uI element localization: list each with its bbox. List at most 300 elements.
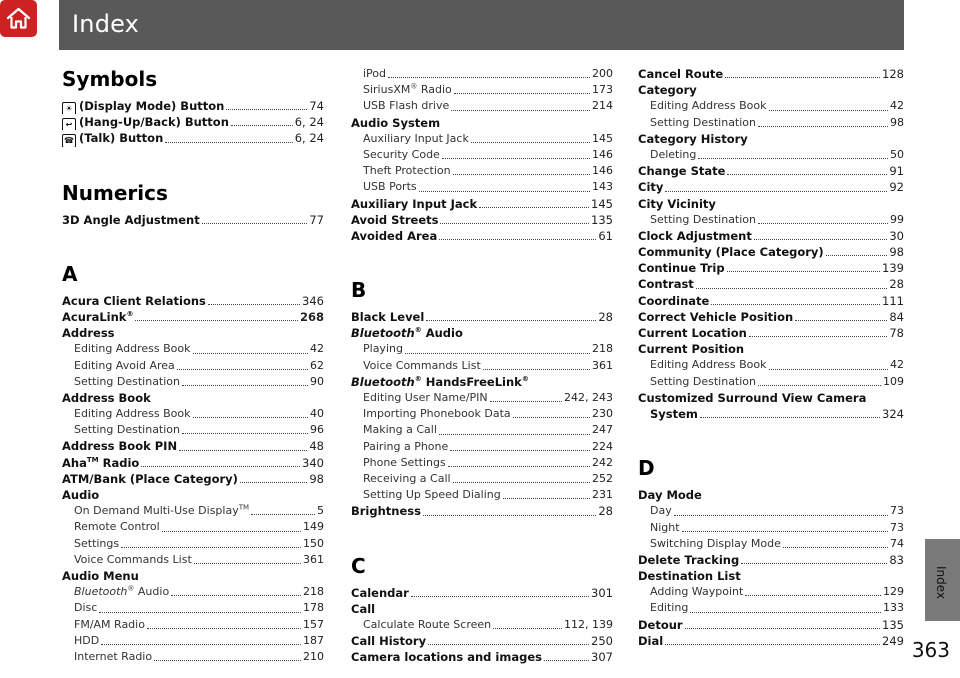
home-icon [6, 6, 31, 31]
index-subentry-on-demand-multi-use-display[interactable] [62, 503, 324, 519]
index-entry-correct-vehicle-position[interactable] [638, 309, 904, 325]
entry-label [650, 600, 688, 616]
dot-leader [448, 465, 590, 467]
entry-label [650, 357, 767, 373]
index-subentry-setting-destination[interactable] [638, 115, 904, 131]
index-entry-city-vicinity[interactable] [638, 196, 904, 212]
entry-label-text: Editing User Name/PIN [363, 391, 488, 404]
entry-label [650, 536, 781, 552]
page-reference[interactable]: 346 [302, 293, 324, 308]
section-gap [62, 147, 324, 180]
dot-leader [179, 449, 307, 451]
index-subentry-security-code[interactable] [351, 147, 613, 163]
page-reference[interactable]: 98 [309, 471, 324, 486]
entry-label-text: Avoid Streets [351, 212, 439, 227]
index-subentry-siriusxm-radio[interactable] [351, 82, 613, 98]
entry-label-text: Bluetooth [74, 585, 128, 599]
entry-label-text: Calculate Route Screen [363, 617, 492, 631]
entry-label [74, 519, 160, 535]
index-entry-black-level[interactable] [351, 309, 613, 325]
index-subentry-internet-radio[interactable] [62, 649, 324, 665]
index-subentry-auxiliary-input-jack[interactable] [351, 131, 613, 147]
page-reference[interactable]: 178 [303, 601, 324, 615]
index-entry-call-history[interactable] [351, 633, 613, 649]
index-subentry-pairing-a-phone[interactable] [351, 439, 613, 455]
entry-label-suffix: Audio [421, 326, 463, 341]
entry-label-text: Setting Destination [650, 212, 757, 226]
index-column-2 [351, 66, 613, 665]
entry-label [638, 568, 741, 584]
entry-label-text: Audio Menu [62, 568, 139, 583]
dot-leader [440, 222, 589, 224]
entry-label-text: 3D Angle Adjustment [62, 212, 200, 227]
index-subentry-setting-destination[interactable] [62, 422, 324, 438]
dot-leader [490, 400, 562, 402]
entry-label [351, 228, 437, 244]
entry-label-text: Making a Call [363, 423, 437, 437]
entry-label [638, 244, 824, 260]
entry-label [74, 617, 145, 633]
side-tab-label: Index [934, 566, 948, 600]
page-reference[interactable]: 74 [890, 536, 904, 550]
index-subentry-switching-display-mode[interactable] [638, 536, 904, 552]
dot-leader [101, 643, 301, 645]
page-reference[interactable]: 90 [310, 374, 324, 388]
index-entry-bluetooth-audio[interactable] [351, 325, 613, 341]
dot-leader [746, 352, 902, 353]
index-entry-destination-list[interactable] [638, 568, 904, 584]
section-heading-numerics: Numerics [62, 180, 168, 205]
index-entry-talk-button[interactable] [62, 130, 324, 146]
page-reference[interactable]: 74 [309, 99, 324, 113]
entry-label [363, 471, 451, 487]
index-entry-change-state[interactable] [638, 163, 904, 179]
page-reference[interactable]: 242, 243 [564, 391, 613, 404]
entry-label-text: Avoided Area [351, 228, 438, 243]
index-entry-avoided-area[interactable] [351, 228, 613, 244]
entry-label [74, 633, 99, 649]
entry-label-text: Current Location [638, 326, 747, 340]
entry-label-text: Deleting [650, 147, 697, 161]
entry-label [74, 600, 97, 616]
page-reference[interactable]: 78 [889, 326, 904, 340]
index-subentry-editing-avoid-area[interactable] [62, 358, 324, 374]
index-subentry-editing[interactable] [638, 600, 904, 616]
entry-label-text: Coordinate [638, 293, 710, 308]
page-reference[interactable]: 250 [591, 634, 613, 649]
page-title: Index [72, 10, 140, 38]
entry-label-text: Setting Destination [650, 115, 757, 129]
page-reference[interactable]: 112, 139 [564, 617, 613, 631]
dot-leader [177, 368, 308, 370]
entry-label-text: Phone Settings [363, 455, 446, 469]
entry-label-text: Importing Phonebook Data [363, 407, 511, 421]
index-entry-system[interactable] [638, 406, 904, 422]
index-entry-avoid-streets[interactable] [351, 212, 613, 228]
page-reference[interactable]: 145 [591, 196, 613, 211]
index-entry-dial[interactable] [638, 633, 904, 649]
dot-leader [411, 595, 589, 597]
page-reference[interactable]: 340 [302, 455, 324, 470]
dot-leader [419, 190, 590, 192]
entry-label [363, 66, 386, 82]
entry-label-text: Address Book [62, 390, 151, 405]
page-reference[interactable]: 150 [303, 536, 324, 550]
index-entry-address-book-pin[interactable] [62, 438, 324, 454]
page-reference[interactable]: 42 [310, 342, 324, 356]
entry-label [638, 131, 748, 147]
index-entry-aha-radio[interactable] [62, 455, 324, 471]
page-reference[interactable]: 91 [889, 164, 904, 179]
index-entry-camera-locations-and-images[interactable] [351, 649, 613, 665]
page-reference[interactable]: 231 [592, 488, 613, 502]
index-subentry-calculate-route-screen[interactable] [351, 617, 613, 633]
page-reference[interactable]: 128 [882, 67, 904, 81]
page-reference[interactable]: 361 [592, 358, 613, 372]
page-number: 363 [911, 638, 950, 662]
page-reference[interactable]: 133 [883, 601, 904, 615]
page-reference[interactable]: 96 [310, 423, 324, 437]
index-entry-category-history[interactable] [638, 131, 904, 147]
entry-label [363, 390, 488, 406]
talk-icon: ☎ [62, 134, 76, 146]
entry-label [62, 130, 163, 146]
index-entry-3d-angle-adjustment[interactable] [62, 212, 324, 228]
entry-label [650, 115, 756, 131]
index-entry-bluetooth-handsfreelink[interactable] [351, 374, 613, 390]
page-reference[interactable]: 42 [890, 99, 904, 113]
dot-leader [208, 303, 300, 305]
index-entry-address-book[interactable] [62, 390, 324, 406]
index-entry-calendar[interactable] [351, 585, 613, 601]
index-entry-category[interactable] [638, 82, 904, 98]
page-reference[interactable]: 361 [303, 552, 324, 566]
index-entry-acura-client-relations[interactable] [62, 293, 324, 309]
index-subentry-deleting[interactable] [638, 147, 904, 163]
entry-label [650, 98, 767, 114]
entry-label-text: System [650, 406, 698, 421]
index-subentry-setting-up-speed-dialing[interactable] [351, 487, 613, 503]
dot-leader [251, 513, 315, 515]
dot-leader [868, 401, 902, 402]
entry-label-text: Current Position [638, 342, 745, 357]
page-reference[interactable]: 28 [598, 504, 613, 519]
page-reference[interactable]: 139 [882, 261, 904, 276]
page-reference[interactable]: 73 [890, 504, 904, 518]
index-subentry-usb-ports[interactable] [351, 179, 613, 195]
entry-label [638, 390, 866, 406]
page-reference[interactable]: 230 [592, 407, 613, 421]
index-subentry-phone-settings[interactable] [351, 455, 613, 471]
dot-leader [513, 416, 590, 418]
entry-label [363, 455, 446, 471]
index-entry-detour[interactable] [638, 617, 904, 633]
page-reference[interactable]: 40 [310, 407, 324, 421]
page-reference[interactable]: 224 [592, 439, 613, 453]
index-subentry-theft-protection[interactable] [351, 163, 613, 179]
display-mode-icon: ☀ [62, 102, 76, 114]
entry-label-text: USB Ports [363, 180, 417, 194]
entry-label-text: Brightness [351, 504, 421, 519]
entry-label-text: City Vicinity [638, 196, 716, 211]
page-reference[interactable]: 149 [303, 520, 324, 534]
page-reference[interactable]: 77 [309, 212, 324, 227]
entry-label [62, 212, 200, 228]
dot-leader [769, 109, 889, 111]
page-header [59, 0, 904, 50]
entry-label [638, 260, 725, 276]
entry-label-text: Correct Vehicle Position [638, 309, 794, 324]
index-entry-continue-trip[interactable] [638, 260, 904, 276]
page-reference[interactable]: 301 [591, 585, 613, 600]
index-entry-contrast[interactable] [638, 276, 904, 292]
page-reference[interactable]: 218 [592, 342, 613, 356]
page-reference[interactable]: 111 [882, 293, 904, 308]
page-reference[interactable]: 98 [890, 115, 904, 129]
page-reference[interactable]: 30 [889, 228, 904, 243]
page-reference[interactable]: 84 [889, 309, 904, 324]
entry-label-text: Address [62, 326, 115, 341]
entry-label-text: Theft Protection [363, 164, 451, 178]
dot-leader [743, 579, 902, 580]
entry-label-text: Adding Waypoint [650, 585, 744, 599]
index-entry-community-place-category[interactable] [638, 244, 904, 260]
index-entry-hang-up-back-button[interactable] [62, 114, 324, 130]
dot-leader [154, 659, 301, 661]
entry-label-text: Settings [74, 536, 120, 550]
page-reference[interactable]: 143 [592, 180, 613, 194]
index-entry-brightness[interactable] [351, 503, 613, 519]
index-entry-call[interactable] [351, 601, 613, 617]
entry-label-text: (Talk) Button [79, 131, 164, 146]
dot-leader [685, 627, 880, 629]
index-subentry-editing-address-book[interactable] [638, 98, 904, 114]
dot-leader [451, 109, 590, 111]
index-subentry-usb-flash-drive[interactable] [351, 98, 613, 114]
index-subentry-setting-destination[interactable] [638, 374, 904, 390]
index-subentry-disc[interactable] [62, 600, 324, 616]
index-entry-display-mode-button[interactable] [62, 98, 324, 114]
index-subentry-adding-waypoint[interactable] [638, 584, 904, 600]
index-entry-audio-system[interactable] [351, 115, 613, 131]
entry-label [638, 633, 663, 649]
index-entry-customized-surround-view-camera[interactable] [638, 390, 904, 406]
index-entry-address[interactable] [62, 325, 324, 341]
entry-label-text: iPod [363, 67, 387, 80]
page-reference[interactable]: 129 [883, 585, 904, 599]
page-reference[interactable]: 6, 24 [294, 131, 324, 146]
index-entry-atm-bank-place-category[interactable] [62, 471, 324, 487]
page-reference[interactable]: 42 [890, 358, 904, 372]
dot-leader [141, 465, 300, 467]
entry-label [74, 536, 119, 552]
dot-leader [741, 562, 887, 564]
page-reference[interactable]: 210 [303, 649, 324, 663]
entry-label [351, 374, 529, 390]
index-subentry-playing[interactable] [351, 341, 613, 357]
page-reference[interactable]: 135 [882, 617, 904, 632]
index-subentry-bluetooth-audio[interactable] [62, 584, 324, 600]
page-reference[interactable]: 50 [890, 147, 904, 161]
index-subentry-ipod[interactable] [351, 66, 613, 82]
page-reference[interactable]: 5 [317, 504, 324, 518]
entry-label-text: Remote Control [74, 520, 160, 534]
entry-label-suffix: HandsFreeLink [421, 374, 522, 389]
dot-leader [426, 319, 596, 321]
index-entry-coordinate[interactable] [638, 293, 904, 309]
entry-label-suffix: Audio [134, 585, 170, 599]
page-reference[interactable]: 218 [303, 585, 324, 599]
entry-label-superscript: ® [126, 310, 134, 319]
index-entry-audio-menu[interactable] [62, 568, 324, 584]
index-subentry-editing-user-name-pin[interactable] [351, 390, 613, 406]
index-entry-current-position[interactable] [638, 341, 904, 357]
page-reference[interactable]: 307 [591, 650, 613, 665]
dot-leader [471, 141, 590, 143]
dot-leader [121, 546, 301, 548]
index-entry-audio[interactable] [62, 487, 324, 503]
page-reference[interactable]: 28 [598, 310, 613, 325]
page-reference[interactable]: 268 [299, 309, 324, 324]
index-subentry-editing-address-book[interactable] [62, 406, 324, 422]
section-heading-symbols: Symbols [62, 67, 158, 91]
page-reference[interactable]: 109 [883, 374, 904, 388]
dot-leader [531, 385, 611, 386]
index-entry-current-location[interactable] [638, 325, 904, 341]
dot-leader [165, 141, 292, 143]
entry-label [62, 293, 206, 309]
index-entry-day-mode[interactable] [638, 487, 904, 503]
page-reference[interactable]: 146 [592, 147, 613, 161]
index-subentry-setting-destination[interactable] [638, 212, 904, 228]
page-reference[interactable]: 145 [592, 131, 613, 145]
page-reference[interactable]: 242 [592, 455, 613, 469]
page-reference[interactable]: 252 [592, 471, 613, 485]
entry-label-superscript: ® [414, 374, 422, 383]
page-reference[interactable]: 324 [882, 406, 904, 421]
entry-label [351, 585, 409, 601]
dot-leader [826, 254, 888, 256]
entry-label-text: Dial [638, 633, 664, 648]
entry-label [650, 584, 743, 600]
dot-leader [141, 579, 322, 580]
entry-label-text: Day Mode [638, 488, 702, 503]
section-gap [351, 520, 613, 553]
index-entry-acuralink[interactable] [62, 309, 324, 325]
index-subentry-making-a-call[interactable] [351, 422, 613, 438]
entry-label [650, 406, 698, 422]
dot-leader [153, 401, 322, 402]
page-reference[interactable]: 146 [592, 164, 613, 178]
entry-label [74, 503, 249, 519]
entry-label [62, 438, 177, 454]
index-entry-cancel-route[interactable] [638, 66, 904, 82]
entry-label-superscript: TM [238, 503, 250, 512]
page-reference[interactable]: 247 [592, 423, 613, 437]
index-entry-city[interactable] [638, 179, 904, 195]
index-subentry-settings[interactable] [62, 536, 324, 552]
index-entry-delete-tracking[interactable] [638, 552, 904, 568]
page-reference[interactable]: 99 [890, 212, 904, 226]
entry-label [62, 455, 139, 471]
index-subentry-receiving-a-call[interactable] [351, 471, 613, 487]
page-reference[interactable]: 98 [889, 245, 904, 260]
index-subentry-remote-control[interactable] [62, 519, 324, 535]
entry-label-suffix: Radio [417, 83, 452, 97]
index-subentry-editing-address-book[interactable] [638, 357, 904, 373]
index-subentry-fm-am-radio[interactable] [62, 617, 324, 633]
page-reference[interactable]: 48 [309, 439, 324, 454]
page-reference[interactable]: 173 [592, 83, 613, 97]
dot-leader [193, 352, 309, 354]
index-entry-clock-adjustment[interactable] [638, 228, 904, 244]
index-subentry-day[interactable] [638, 503, 904, 519]
entry-label [363, 341, 403, 357]
entry-label [74, 406, 191, 422]
dot-leader [727, 173, 887, 175]
dot-leader [423, 514, 596, 516]
page-reference[interactable]: 135 [591, 212, 613, 227]
entry-label [638, 552, 739, 568]
entry-label-text: Voice Commands List [74, 552, 192, 566]
entry-label [351, 325, 463, 341]
dot-leader [758, 222, 888, 224]
entry-label-text: Address Book PIN [62, 439, 178, 454]
dot-leader [727, 270, 880, 272]
page-reference[interactable]: 61 [598, 228, 613, 243]
dot-leader [182, 384, 308, 386]
page-reference[interactable]: 249 [882, 633, 904, 648]
index-subentry-voice-commands-list[interactable] [62, 552, 324, 568]
entry-label [62, 390, 151, 406]
page-reference[interactable]: 214 [592, 99, 613, 113]
page-reference[interactable]: 92 [889, 180, 904, 195]
section-gap [351, 244, 613, 277]
index-subentry-importing-phonebook-data[interactable] [351, 406, 613, 422]
entry-label [62, 325, 115, 341]
page-reference[interactable]: 157 [303, 617, 324, 631]
entry-label [363, 82, 452, 98]
entry-label [74, 374, 180, 390]
page-reference[interactable]: 200 [592, 67, 613, 80]
entry-label [62, 114, 229, 130]
page-reference[interactable]: 83 [889, 552, 904, 567]
entry-label-text: Setting Destination [74, 374, 181, 388]
entry-label [638, 179, 663, 195]
index-subentry-hdd[interactable] [62, 633, 324, 649]
index-subentry-voice-commands-list[interactable] [351, 358, 613, 374]
dot-leader [783, 546, 888, 548]
dot-leader [690, 611, 881, 613]
home-button[interactable] [0, 0, 37, 37]
page-reference[interactable]: 6, 24 [294, 115, 324, 130]
index-subentry-setting-destination[interactable] [62, 374, 324, 390]
entry-label [638, 66, 723, 82]
dot-leader [754, 238, 888, 240]
index-entry-auxiliary-input-jack[interactable] [351, 196, 613, 212]
index-subentry-night[interactable] [638, 520, 904, 536]
entry-label [351, 633, 426, 649]
dot-leader [699, 93, 902, 94]
page-reference[interactable]: 73 [890, 520, 904, 534]
page-reference[interactable]: 187 [303, 633, 324, 647]
page-reference[interactable]: 28 [889, 277, 904, 292]
page-reference[interactable]: 62 [310, 358, 324, 372]
entry-label [638, 341, 744, 357]
index-subentry-editing-address-book[interactable] [62, 341, 324, 357]
dot-leader [453, 481, 590, 483]
entry-label-text: Pairing a Phone [363, 439, 449, 453]
